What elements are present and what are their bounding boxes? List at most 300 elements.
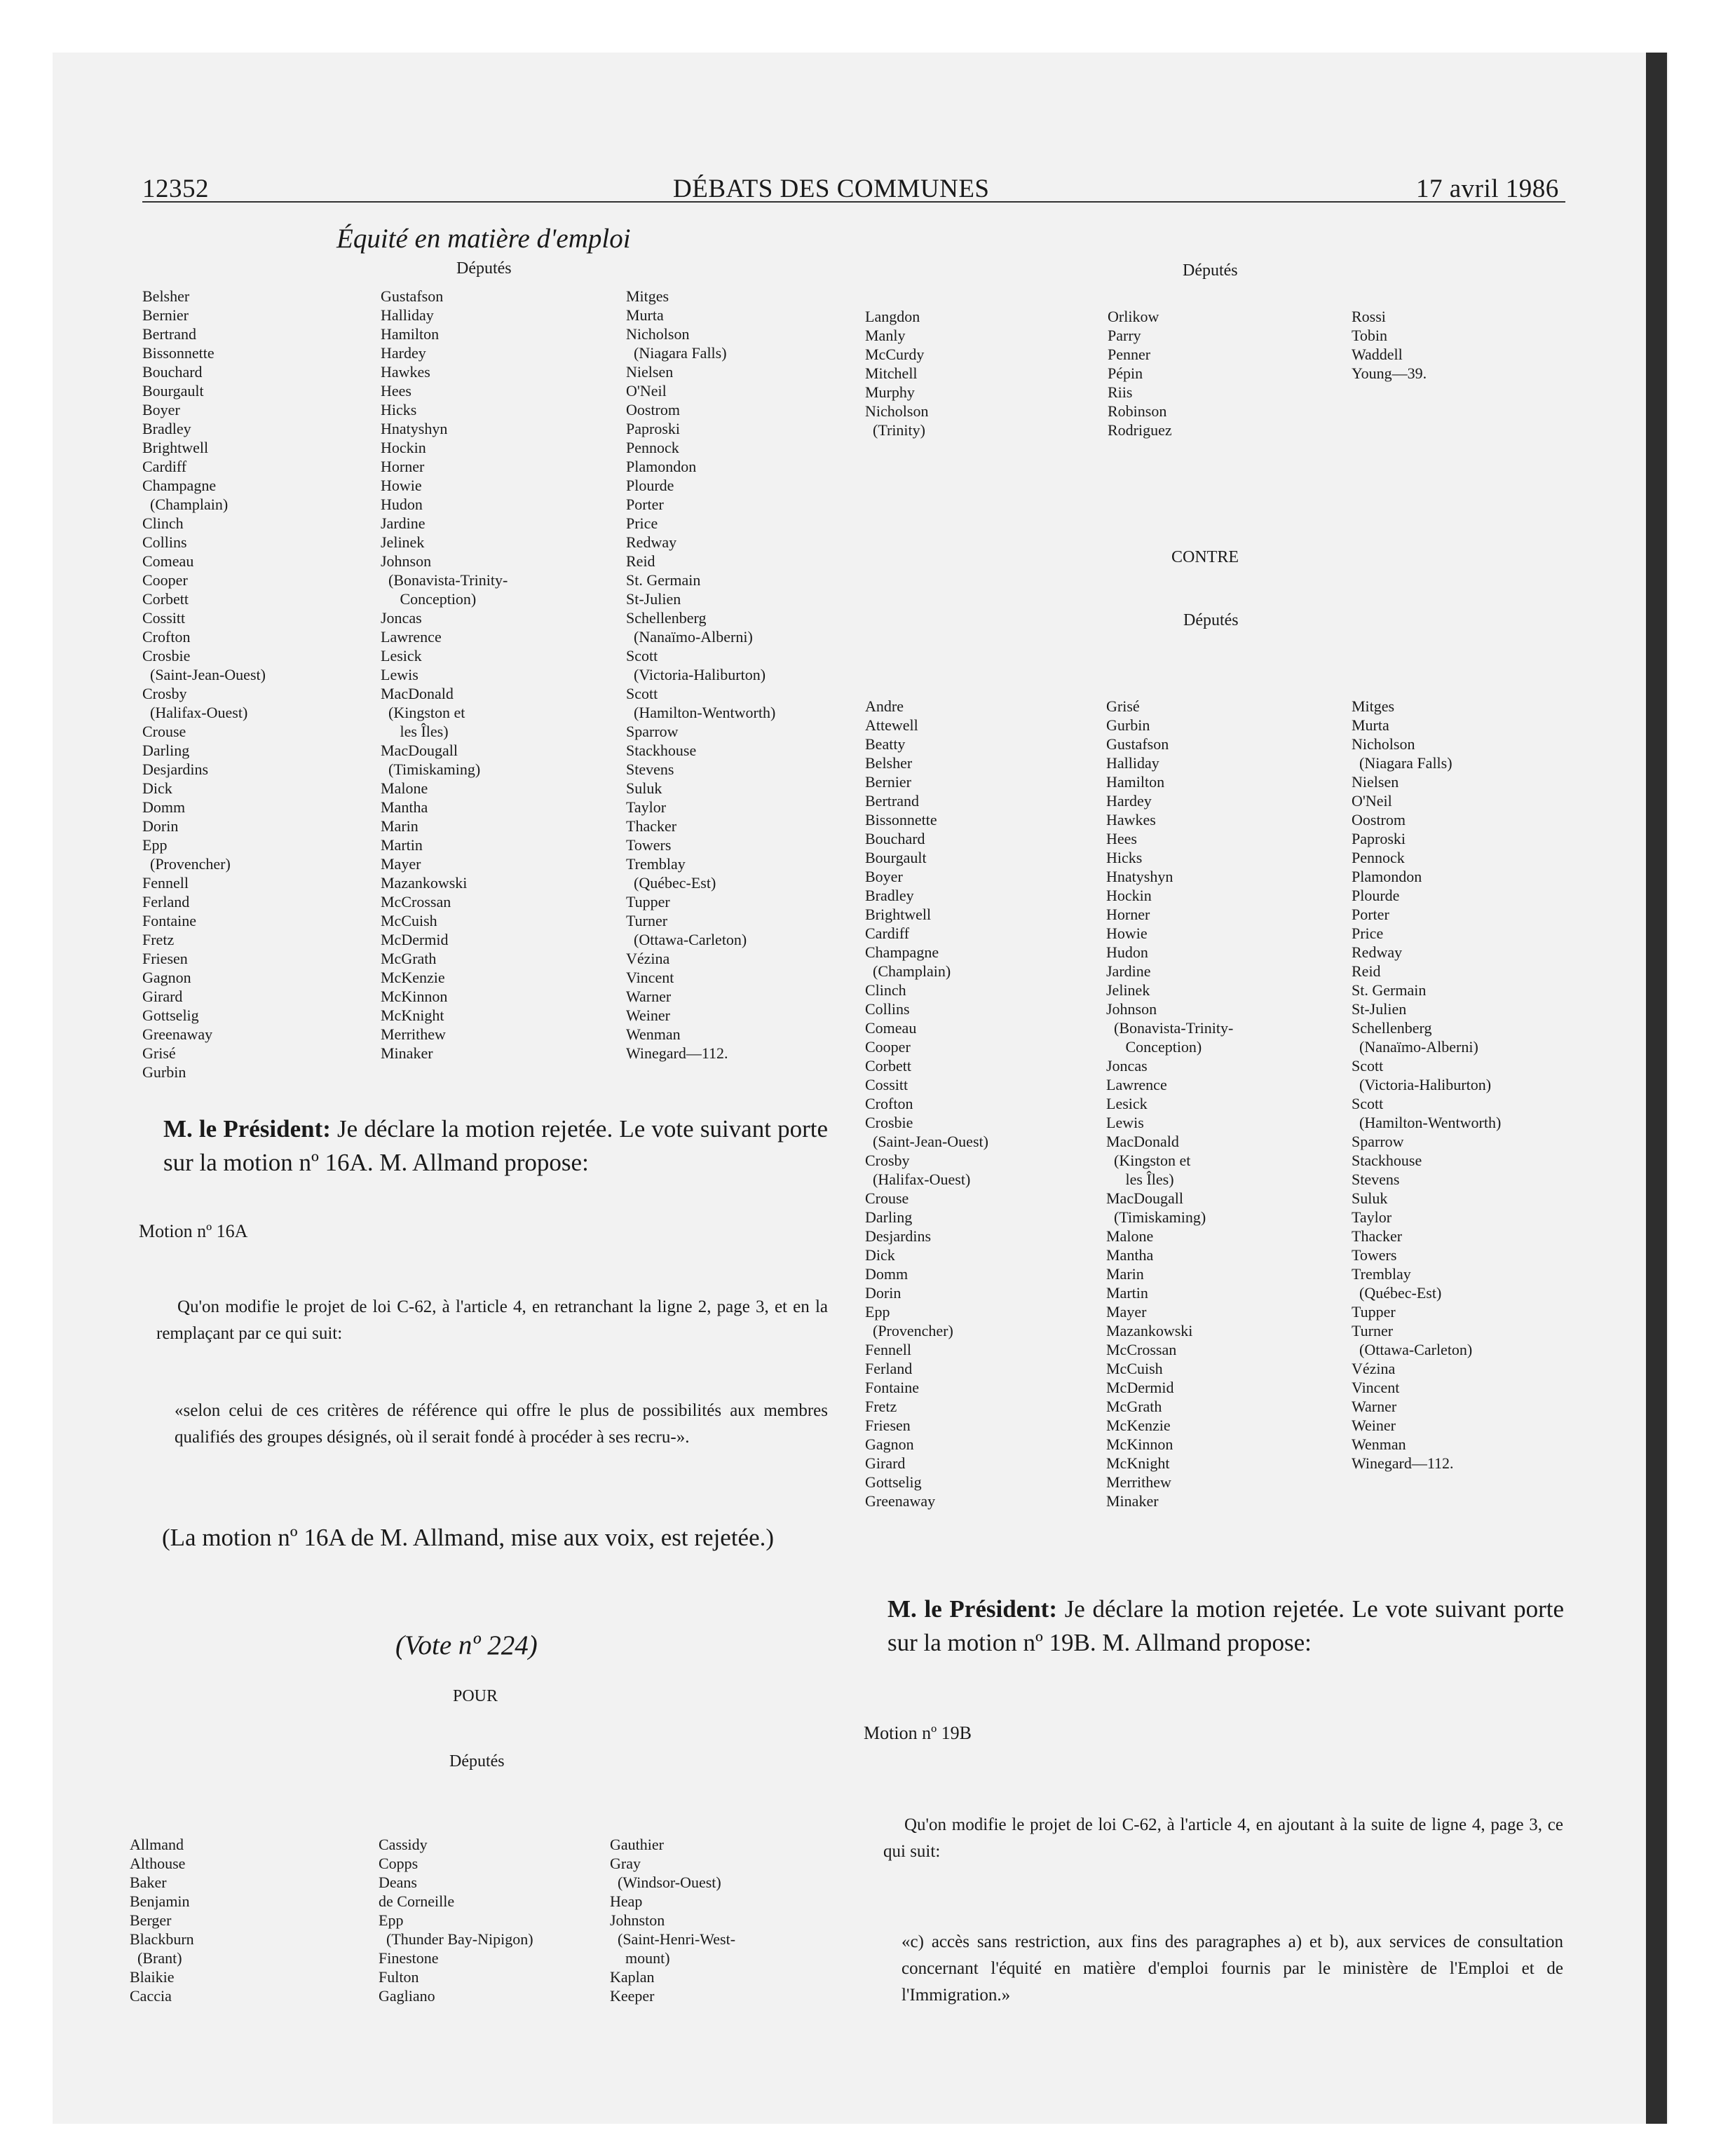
page-number: 12352	[142, 175, 209, 203]
member-name: Porter	[1352, 906, 1389, 923]
member-name: Stackhouse	[1352, 1152, 1422, 1169]
member-name: Brightwell	[865, 906, 932, 923]
member-name: McKinnon	[381, 988, 448, 1005]
member-name: Cassidy	[379, 1836, 428, 1853]
member-name: Althouse	[130, 1855, 186, 1872]
member-name: Tobin	[1352, 327, 1388, 344]
member-name: Mantha	[1106, 1246, 1154, 1264]
member-name: Epp	[379, 1911, 404, 1929]
member-name: Malone	[1106, 1227, 1154, 1245]
motion-16a-result: (La motion nº 16A de M. Allmand, mise aux voix, est rejetée.)	[162, 1524, 775, 1551]
member-name: Cossitt	[865, 1076, 909, 1093]
member-name: Clinch	[865, 981, 906, 999]
member-name: Pennock	[1352, 849, 1405, 866]
member-name: Domm	[865, 1265, 909, 1283]
member-name: (Victoria-Haliburton)	[1352, 1076, 1492, 1093]
member-name: McKinnon	[1106, 1435, 1173, 1453]
member-name: Parry	[1108, 327, 1141, 344]
member-name: (Champlain)	[865, 962, 951, 980]
member-name: Fulton	[379, 1968, 419, 1986]
member-name: (Bonavista-Trinity-	[1106, 1019, 1234, 1037]
member-name: Bourgault	[865, 849, 927, 866]
deputes-label-pour: Députés	[449, 1752, 505, 1770]
member-name: Thacker	[1352, 1227, 1403, 1245]
pour-list-col-2	[379, 1835, 533, 2005]
member-name: Nielsen	[626, 363, 674, 381]
member-name: Jardine	[1106, 962, 1151, 980]
pour-label: POUR	[453, 1687, 498, 1705]
member-name: Rossi	[1352, 308, 1386, 325]
member-name: Waddell	[1352, 346, 1403, 363]
member-name: Scott	[1352, 1095, 1384, 1112]
section-title: Équité en matière d'emploi	[336, 224, 631, 254]
member-name: Copps	[379, 1855, 419, 1872]
member-name: Joncas	[381, 609, 422, 627]
member-name: (Hamilton-Wentworth)	[1352, 1114, 1502, 1131]
member-name: Desjardins	[142, 760, 209, 778]
member-name: Bissonnette	[865, 811, 937, 828]
member-name: Crouse	[865, 1189, 909, 1207]
member-name: Bernier	[142, 306, 189, 324]
member-name: (Bonavista-Trinity-	[381, 571, 508, 589]
member-name: Champagne	[865, 943, 939, 961]
member-name: Darling	[142, 742, 190, 759]
member-name: Nicholson	[865, 402, 929, 420]
member-name: Sparrow	[626, 723, 679, 740]
contre-list-col-2	[1106, 697, 1233, 1510]
member-name: Dick	[142, 779, 172, 797]
member-name: les Îles)	[1106, 1171, 1174, 1188]
member-name: Crosby	[865, 1152, 910, 1169]
member-name: Gustafson	[381, 287, 444, 305]
member-name: Murta	[626, 306, 664, 324]
member-name: (Provencher)	[865, 1322, 953, 1339]
member-name: Brightwell	[142, 439, 209, 456]
member-name: Bourgault	[142, 382, 204, 400]
member-name: Ferland	[865, 1360, 913, 1377]
member-name: Belsher	[142, 287, 190, 305]
member-name: Fennell	[865, 1341, 911, 1358]
member-name: Sparrow	[1352, 1133, 1404, 1150]
member-name: MacDonald	[381, 685, 454, 702]
member-name: Gray	[610, 1855, 641, 1872]
member-name: Gagnon	[142, 969, 191, 986]
member-name: Hicks	[381, 401, 417, 418]
member-name: Mazankowski	[381, 874, 468, 892]
member-name: Scott	[1352, 1057, 1384, 1074]
member-name: Malone	[381, 779, 428, 797]
member-name: Fontaine	[142, 912, 196, 929]
member-name: Corbett	[142, 590, 189, 608]
speaker-name: M. le Président:	[163, 1115, 331, 1142]
member-name: Jardine	[381, 514, 426, 532]
member-name: Plamondon	[626, 458, 697, 475]
pour-cont-col-2	[1108, 307, 1172, 439]
member-name: Pennock	[626, 439, 679, 456]
member-name: Tremblay	[1352, 1265, 1411, 1283]
member-name: (Ottawa-Carleton)	[626, 931, 747, 948]
member-name: Friesen	[142, 950, 188, 967]
deputes-label: Députés	[456, 259, 512, 278]
member-name: Lesick	[381, 647, 422, 664]
speaker-text: Je déclare la motion rejetée. Le vote suivant porte sur la motion nº 16A. M. Allmand propose:	[163, 1115, 828, 1176]
member-name: McDermid	[1106, 1379, 1174, 1396]
member-name: Redway	[1352, 943, 1403, 961]
member-name: Hardey	[1106, 792, 1152, 810]
member-name: Mayer	[381, 855, 421, 873]
member-name: Bertrand	[142, 325, 196, 343]
member-name: Finestone	[379, 1949, 439, 1967]
member-name: Mantha	[381, 798, 428, 816]
pour-cont-col-3	[1352, 307, 1427, 383]
member-name: Reid	[626, 552, 655, 570]
member-name: Turner	[1352, 1322, 1394, 1339]
member-name: Conception)	[1106, 1038, 1202, 1056]
member-name: Dick	[865, 1246, 895, 1264]
member-name: Joncas	[1106, 1057, 1148, 1074]
member-name: Oostrom	[1352, 811, 1406, 828]
member-name: Taylor	[1352, 1208, 1392, 1226]
member-name: (Québec-Est)	[1352, 1284, 1442, 1302]
member-name: Benjamin	[130, 1892, 190, 1910]
speaker-statement-1	[163, 1112, 828, 1180]
member-name: Riis	[1108, 383, 1133, 401]
member-name: Gagnon	[865, 1435, 914, 1453]
member-name: St-Julien	[626, 590, 681, 608]
member-name: O'Neil	[1352, 792, 1392, 810]
motion-19b-title: Motion nº 19B	[864, 1723, 972, 1743]
member-name: Merrithew	[381, 1025, 446, 1043]
member-name: Friesen	[865, 1417, 911, 1434]
member-name: Mitchell	[865, 364, 918, 382]
member-name: Cardiff	[142, 458, 187, 475]
member-name: Attewell	[865, 716, 918, 734]
member-name: Tremblay	[626, 855, 686, 873]
member-name: Hamilton	[381, 325, 440, 343]
member-name: Scott	[626, 647, 658, 664]
member-name: Johnson	[381, 552, 432, 570]
member-name: Hamilton	[1106, 773, 1165, 791]
member-name: Conception)	[381, 590, 477, 608]
member-name: (Saint-Jean-Ouest)	[865, 1133, 988, 1150]
member-name: Desjardins	[865, 1227, 932, 1245]
member-name: Stevens	[626, 760, 674, 778]
vote-number-title: (Vote nº 224)	[395, 1630, 538, 1660]
contre-list-col-3	[1352, 697, 1501, 1473]
member-name: Langdon	[865, 308, 920, 325]
member-name: Hawkes	[1106, 811, 1156, 828]
member-name: Murta	[1352, 716, 1389, 734]
header-rule	[142, 201, 1565, 203]
member-name: Marin	[1106, 1265, 1144, 1283]
member-name: Grisé	[1106, 697, 1140, 715]
vote-list-col-2	[381, 287, 508, 1063]
motion-19b-text: Qu'on modifie le projet de loi C-62, à l'article 4, en ajoutant à la suite de ligne 4, page 3, ce qui suit:	[883, 1815, 1563, 1861]
member-name: Nielsen	[1352, 773, 1399, 791]
member-name: St. Germain	[626, 571, 701, 589]
member-name: Crofton	[142, 628, 191, 646]
member-name: Nicholson	[626, 325, 690, 343]
member-name: Blaikie	[130, 1968, 175, 1986]
member-name: Epp	[142, 836, 168, 854]
member-name: Gauthier	[610, 1836, 664, 1853]
member-name: Crofton	[865, 1095, 913, 1112]
member-name: Hnatyshyn	[381, 420, 448, 437]
member-name: Johnston	[610, 1911, 665, 1929]
member-name: Andre	[865, 697, 904, 715]
member-name: Lewis	[1106, 1114, 1144, 1131]
member-name: les Îles)	[381, 723, 449, 740]
member-name: Martin	[1106, 1284, 1148, 1302]
member-name: Penner	[1108, 346, 1151, 363]
member-name: Collins	[865, 1000, 910, 1018]
member-name: Crosby	[142, 685, 187, 702]
member-name: Vézina	[1352, 1360, 1396, 1377]
member-name: Crosbie	[865, 1114, 913, 1131]
member-name: McKenzie	[381, 969, 445, 986]
member-name: Paproski	[1352, 830, 1406, 847]
member-name: Tupper	[626, 893, 670, 910]
member-name: Hockin	[381, 439, 426, 456]
member-name: Weiner	[1352, 1417, 1396, 1434]
member-name: Hudon	[381, 496, 423, 513]
member-name: McKnight	[1106, 1454, 1170, 1472]
member-name: Comeau	[865, 1019, 917, 1037]
member-name: Caccia	[130, 1987, 172, 2005]
member-name: Bradley	[142, 420, 191, 437]
member-name: Hudon	[1106, 943, 1148, 961]
speaker-text-2: Je déclare la motion rejetée. Le vote suivant porte sur la motion nº 19B. M. Allmand propose:	[887, 1595, 1564, 1656]
member-name: MacDougall	[1106, 1189, 1183, 1207]
member-name: Howie	[381, 477, 422, 494]
contre-label: CONTRE	[1171, 548, 1239, 566]
member-name: Minaker	[381, 1044, 433, 1062]
member-name: Cooper	[865, 1038, 911, 1056]
member-name: Gottselig	[142, 1007, 199, 1024]
member-name: (Thunder Bay-Nipigon)	[379, 1930, 533, 1948]
member-name: Mitges	[626, 287, 669, 305]
member-name: Cardiff	[865, 925, 910, 942]
member-name: Schellenberg	[1352, 1019, 1432, 1037]
member-name: Mayer	[1106, 1303, 1147, 1321]
member-name: Murphy	[865, 383, 915, 401]
vote-list-col-1	[142, 287, 266, 1082]
member-name: St. Germain	[1352, 981, 1427, 999]
member-name: McCuish	[381, 912, 437, 929]
member-name: Robinson	[1108, 402, 1167, 420]
member-name: Jelinek	[381, 533, 425, 551]
member-name: Collins	[142, 533, 187, 551]
member-name: Corbett	[865, 1057, 911, 1074]
member-name: Girard	[142, 988, 183, 1005]
member-name: Suluk	[626, 779, 662, 797]
member-name: (Champlain)	[142, 496, 229, 513]
contre-list-col-1	[865, 697, 988, 1510]
member-name: (Timiskaming)	[1106, 1208, 1206, 1226]
member-name: MacDougall	[381, 742, 458, 759]
member-name: Taylor	[626, 798, 667, 816]
member-name: Stevens	[1352, 1171, 1400, 1188]
member-name: Price	[626, 514, 658, 532]
member-name: Howie	[1106, 925, 1148, 942]
member-name: Darling	[865, 1208, 913, 1226]
motion-16a-quote: «selon celui de ces critères de référence qui offre le plus de possibilités aux membres qualifiés des groupes désignés, où il serait fondé à procéder à ses recru-».	[175, 1401, 828, 1447]
member-name: Gurbin	[142, 1063, 186, 1081]
member-name: (Saint-Henri-West-	[610, 1930, 736, 1948]
member-name: Gagliano	[379, 1987, 435, 2005]
member-name: (Halifax-Ouest)	[142, 704, 248, 721]
member-name: Minaker	[1106, 1492, 1159, 1510]
member-name: Cooper	[142, 571, 188, 589]
member-name: Reid	[1352, 962, 1381, 980]
member-name: Belsher	[865, 754, 913, 772]
pour-cont-col-1	[865, 307, 928, 439]
member-name: St-Julien	[1352, 1000, 1407, 1018]
member-name: (Niagara Falls)	[626, 344, 727, 362]
member-name: (Saint-Jean-Ouest)	[142, 666, 266, 683]
member-name: McGrath	[1106, 1398, 1162, 1415]
member-name: (Nanaïmo-Alberni)	[1352, 1038, 1478, 1056]
member-name: Plourde	[1352, 887, 1400, 904]
member-name: Lewis	[381, 666, 419, 683]
member-name: Martin	[381, 836, 423, 854]
member-name: Warner	[626, 988, 672, 1005]
member-name: Blackburn	[130, 1930, 194, 1948]
member-name: Dorin	[142, 817, 179, 835]
member-name: Girard	[865, 1454, 906, 1472]
member-name: (Kingston et	[381, 704, 465, 721]
member-name: Towers	[626, 836, 672, 854]
member-name: Dorin	[865, 1284, 901, 1302]
member-name: (Trinity)	[865, 421, 925, 439]
member-name: Warner	[1352, 1398, 1397, 1415]
member-name: Fretz	[865, 1398, 897, 1415]
member-name: Comeau	[142, 552, 194, 570]
member-name: Gurbin	[1106, 716, 1150, 734]
member-name: (Ottawa-Carleton)	[1352, 1341, 1473, 1358]
member-name: Hees	[381, 382, 411, 400]
scan-edge-shadow	[1646, 53, 1667, 2124]
member-name: Boyer	[142, 401, 180, 418]
member-name: Gottselig	[865, 1473, 922, 1491]
member-name: Bissonnette	[142, 344, 215, 362]
member-name: Lawrence	[381, 628, 442, 646]
member-name: Redway	[626, 533, 677, 551]
member-name: O'Neil	[626, 382, 667, 400]
member-name: Gustafson	[1106, 735, 1169, 753]
journal-title: DÉBATS DES COMMUNES	[673, 175, 990, 203]
member-name: (Brant)	[130, 1949, 182, 1967]
member-name: Mitges	[1352, 697, 1395, 715]
member-name: Stackhouse	[626, 742, 697, 759]
member-name: Schellenberg	[626, 609, 707, 627]
member-name: Price	[1352, 925, 1384, 942]
motion-19b-quote: «c) accès sans restriction, aux fins des paragraphes a) et b), aux services de consultation concernant l'équité en matière d'emploi fournis par le ministère de l'Emploi et de l'Immigration.»	[901, 1932, 1563, 2005]
member-name: Plourde	[626, 477, 674, 494]
member-name: Grisé	[142, 1044, 176, 1062]
member-name: Greenaway	[865, 1492, 936, 1510]
member-name: (Niagara Falls)	[1352, 754, 1452, 772]
member-name: Cossitt	[142, 609, 186, 627]
pour-list-col-3	[610, 1835, 735, 2005]
member-name: McCrossan	[1106, 1341, 1177, 1358]
member-name: Merrithew	[1106, 1473, 1171, 1491]
deputes-label-contre: Députés	[1183, 611, 1239, 629]
member-name: Bradley	[865, 887, 914, 904]
member-name: McKenzie	[1106, 1417, 1171, 1434]
member-name: Halliday	[381, 306, 434, 324]
member-name: Clinch	[142, 514, 184, 532]
member-name: Halliday	[1106, 754, 1159, 772]
member-name: McCurdy	[865, 346, 925, 363]
member-name: Suluk	[1352, 1189, 1388, 1207]
member-name: Hicks	[1106, 849, 1143, 866]
member-name: Fennell	[142, 874, 189, 892]
member-name: McGrath	[381, 950, 437, 967]
member-name: (Québec-Est)	[626, 874, 716, 892]
member-name: (Provencher)	[142, 855, 231, 873]
member-name: Orlikow	[1108, 308, 1159, 325]
member-name: Thacker	[626, 817, 677, 835]
member-name: (Halifax-Ouest)	[865, 1171, 971, 1188]
member-name: Manly	[865, 327, 906, 344]
member-name: Towers	[1352, 1246, 1397, 1264]
member-name: Allmand	[130, 1836, 184, 1853]
member-name: Porter	[626, 496, 664, 513]
member-name: Fretz	[142, 931, 175, 948]
member-name: MacDonald	[1106, 1133, 1179, 1150]
member-name: Plamondon	[1352, 868, 1422, 885]
member-name: Deans	[379, 1874, 417, 1891]
member-name: Lawrence	[1106, 1076, 1167, 1093]
member-name: Bertrand	[865, 792, 919, 810]
member-name: Greenaway	[142, 1025, 213, 1043]
member-name: Horner	[1106, 906, 1150, 923]
member-name: Kaplan	[610, 1968, 655, 1986]
member-name: Berger	[130, 1911, 172, 1929]
member-name: Weiner	[626, 1007, 670, 1024]
member-name: Young—39.	[1352, 364, 1427, 382]
member-name: Hawkes	[381, 363, 430, 381]
speaker-name-2: M. le Président:	[887, 1595, 1057, 1623]
deputes-label-right: Députés	[1183, 261, 1238, 280]
member-name: Boyer	[865, 868, 903, 885]
page-date: 17 avril 1986	[1416, 175, 1559, 203]
vote-list-col-3	[626, 287, 775, 1063]
member-name: Domm	[142, 798, 186, 816]
member-name: Bouchard	[142, 363, 203, 381]
member-name: (Hamilton-Wentworth)	[626, 704, 776, 721]
member-name: Lesick	[1106, 1095, 1148, 1112]
member-name: (Victoria-Haliburton)	[626, 666, 766, 683]
member-name: Vincent	[1352, 1379, 1400, 1396]
member-name: Vincent	[626, 969, 674, 986]
member-name: Ferland	[142, 893, 190, 910]
member-name: (Windsor-Ouest)	[610, 1874, 721, 1891]
pour-list-col-1	[130, 1835, 194, 2005]
member-name: McCuish	[1106, 1360, 1163, 1377]
member-name: Bouchard	[865, 830, 925, 847]
member-name: Hockin	[1106, 887, 1152, 904]
member-name: Epp	[865, 1303, 890, 1321]
member-name: Winegard—112.	[1352, 1454, 1454, 1472]
member-name: Heap	[610, 1892, 643, 1910]
member-name: McCrossan	[381, 893, 451, 910]
member-name: Bernier	[865, 773, 911, 791]
member-name: (Nanaïmo-Alberni)	[626, 628, 753, 646]
member-name: Turner	[626, 912, 668, 929]
member-name: Wenman	[626, 1025, 681, 1043]
